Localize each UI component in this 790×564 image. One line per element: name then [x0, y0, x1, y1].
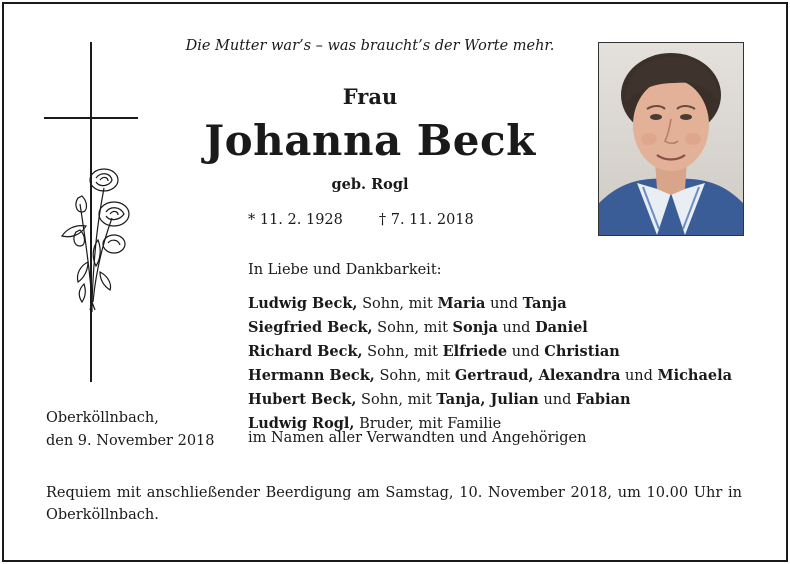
- mourners-list: [248, 292, 732, 436]
- mourner-row: Hermann Beck, Sohn, mit Gertraud, Alexandra und Michaela: [248, 367, 732, 384]
- mourner-row: Siegfried Beck, Sohn, mit Sonja und Daniel: [248, 319, 588, 336]
- life-dates: [248, 212, 474, 228]
- place-and-date: [46, 407, 215, 453]
- maiden-name: geb. Rogl: [331, 176, 409, 193]
- salutation: Frau: [342, 84, 398, 109]
- mourner-row: Ludwig Rogl, Bruder, mit Familie: [248, 415, 502, 432]
- requiem-notice: Requiem mit anschließender Beerdigung am Samstag, 10. November 2018, um 10.00 Uhr in Oberköllnbach.: [46, 485, 742, 523]
- motto: Die Mutter war’s – was braucht’s der Worte mehr.: [185, 38, 555, 54]
- deceased-name: Johanna Beck: [204, 116, 536, 165]
- birth-date: * 11. 2. 1928: [248, 212, 343, 228]
- cross-with-roses-icon: [40, 40, 140, 388]
- mourner-row: Richard Beck, Sohn, mit Elfriede und Christian: [248, 343, 620, 360]
- thanks-line: In Liebe und Dankbarkeit:: [248, 262, 442, 278]
- date-line: den 9. November 2018: [46, 433, 215, 449]
- mourner-row: Ludwig Beck, Sohn, mit Maria und Tanja: [248, 295, 567, 312]
- death-date: † 7. 11. 2018: [378, 212, 474, 228]
- place-line: Oberköllnbach,: [46, 410, 159, 426]
- relatives-line: im Namen aller Verwandten und Angehörigen: [248, 430, 587, 446]
- mourner-row: Hubert Beck, Sohn, mit Tanja, Julian und Fabian: [248, 391, 631, 408]
- portrait-photo: [598, 42, 744, 236]
